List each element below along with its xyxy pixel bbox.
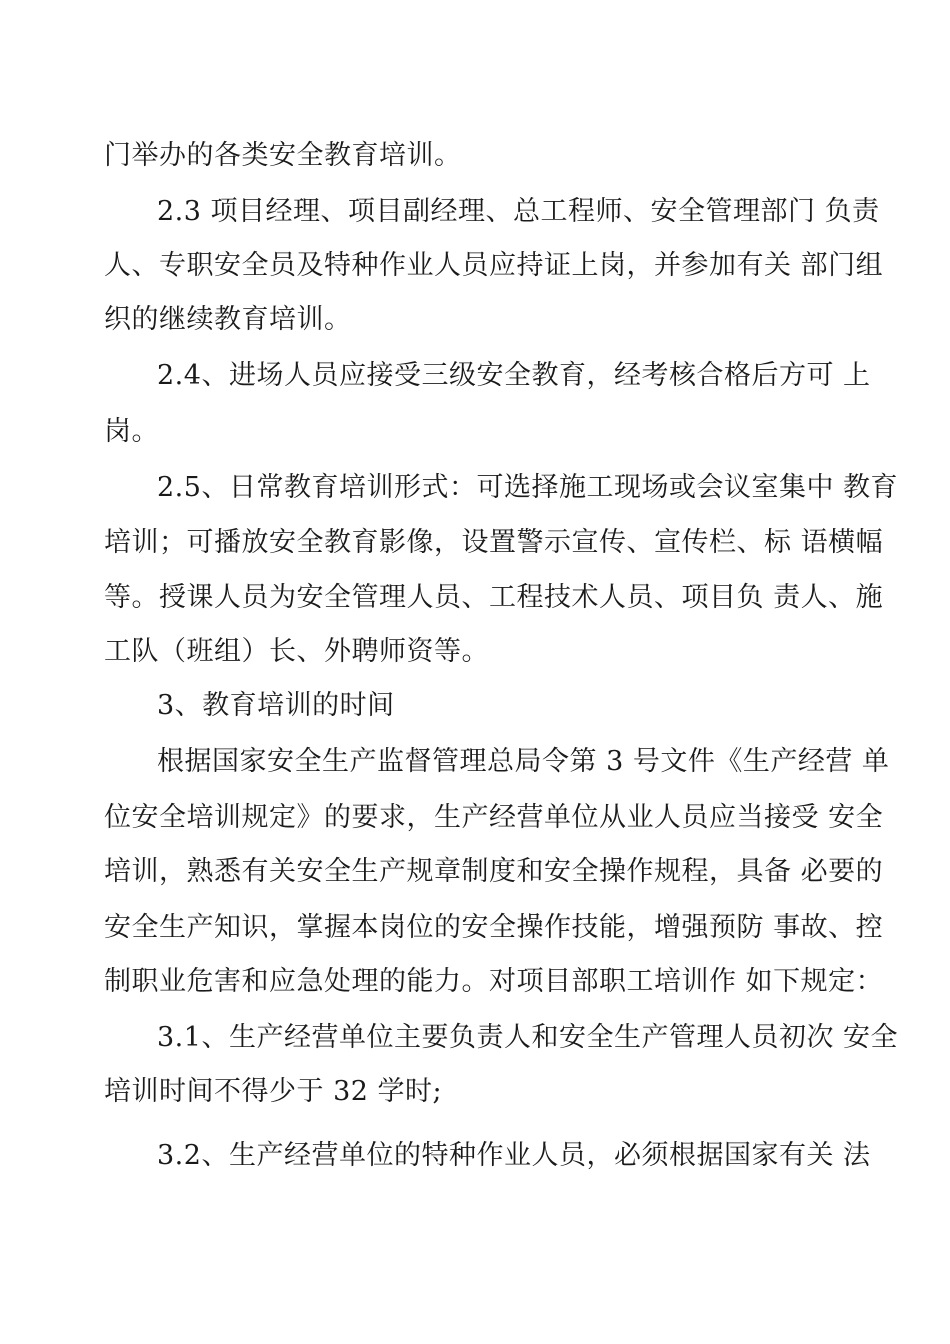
text-line: 织的继续教育培训。: [104, 304, 352, 335]
text-line: 3.1、生产经营单位主要负责人和安全生产管理人员初次 安全: [157, 1022, 899, 1053]
text-line: 2.4、进场人员应接受三级安全教育，经考核合格后方可 上: [157, 360, 871, 391]
text-line: 工队（班组）长、外聘师资等。: [104, 636, 489, 667]
text-line: 制职业危害和应急处理的能力。对项目部职工培训作 如下规定：: [104, 966, 884, 997]
text-line: 2.3 项目经理、项目副经理、总工程师、安全管理部门 负责: [157, 196, 880, 227]
text-line: 培训；可播放安全教育影像，设置警示宣传、宣传栏、标 语横幅: [104, 527, 884, 558]
text-line: 3.2、生产经营单位的特种作业人员，必须根据国家有关 法: [157, 1140, 871, 1171]
text-line: 根据国家安全生产监督管理总局令第 3 号文件《生产经营 单: [157, 746, 890, 777]
text-line: 人、专职安全员及特种作业人员应持证上岗，并参加有关 部门组: [104, 250, 884, 281]
text-line: 等。授课人员为安全管理人员、工程技术人员、项目负 责人、施: [104, 582, 884, 613]
text-line: 培训时间不得少于 32 学时;: [104, 1076, 443, 1107]
section-heading: 3、教育培训的时间: [157, 690, 395, 721]
text-line: 2.5、日常教育培训形式：可选择施工现场或会议室集中 教育: [157, 472, 899, 503]
text-line: 岗。: [104, 416, 159, 447]
text-line: 安全生产知识，掌握本岗位的安全操作技能，增强预防 事故、控: [104, 912, 884, 943]
text-line: 位安全培训规定》的要求，生产经营单位从业人员应当接受 安全: [104, 802, 884, 833]
text-line: 门举办的各类安全教育培训。: [104, 140, 462, 171]
text-line: 培训，熟悉有关安全生产规章制度和安全操作规程，具备 必要的: [104, 856, 884, 887]
